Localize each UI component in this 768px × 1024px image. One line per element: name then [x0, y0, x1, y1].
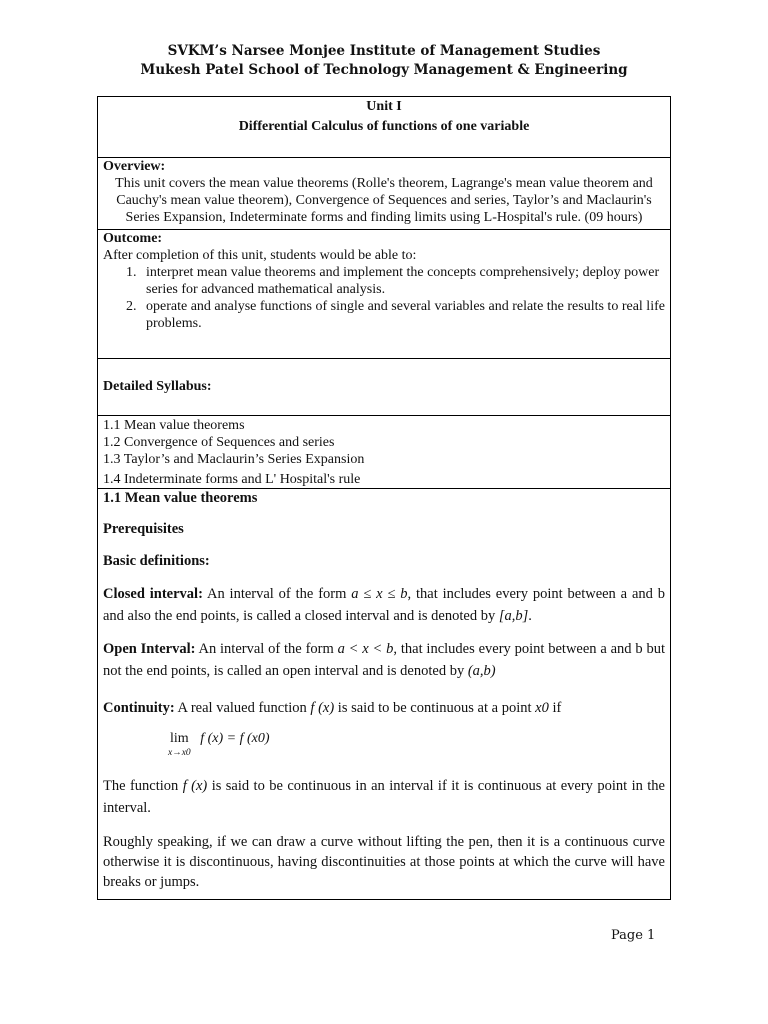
school-name: Mukesh Patel School of Technology Management & Engineering	[140, 62, 628, 78]
outcome-list	[98, 264, 670, 332]
overview-heading: Overview:	[103, 159, 166, 174]
basic-definitions-heading: Basic definitions:	[103, 553, 210, 569]
prerequisites-heading: Prerequisites	[103, 521, 184, 537]
point-symbol: x0	[535, 700, 549, 716]
closed-interval-definition: Closed interval: An interval of the form a ≤ x ≤ b, that includes every point between a and b and also the end points, is called a closed interval and is denoted by [a,b].	[103, 586, 665, 624]
unit-subtitle: Differential Calculus of functions of one variable	[238, 119, 530, 134]
continuity-term: Continuity:	[103, 700, 175, 716]
document-header	[0, 42, 768, 80]
syllabus-list	[98, 416, 670, 489]
syllabus-item: 1.3 Taylor’s and Maclaurin’s Series Expansion	[103, 452, 365, 467]
function-symbol: f (x)	[182, 778, 208, 794]
syllabus-heading-section	[98, 359, 670, 416]
syllabus-item: 1.2 Convergence of Sequences and series	[103, 435, 335, 450]
overview-section	[98, 158, 670, 230]
unit-title: Unit I	[366, 99, 402, 114]
open-interval-expression: a < x < b	[337, 641, 394, 657]
limit-symbol: lim	[170, 731, 189, 746]
closed-interval-notation: [a,b]	[498, 608, 529, 624]
outcome-item: 1. interpret mean value theorems and implement the concepts comprehensively; deploy power series for advanced mathematical analysis.	[140, 264, 670, 298]
syllabus-heading: Detailed Syllabus:	[103, 379, 212, 394]
open-interval-notation: (a,b)	[467, 663, 496, 679]
unit-header	[98, 97, 670, 158]
open-interval-term: Open Interval:	[103, 641, 196, 657]
roughly-speaking-paragraph: Roughly speaking, if we can draw a curve without lifting the pen, then it is a continuous curve otherwise it is discontinuous, having discontinuities at those points at which the curve will have breaks or jumps.	[103, 834, 665, 890]
overview-text: This unit covers the mean value theorems (Rolle's theorem, Lagrange's mean value theorem and Cauchy's mean value theorem), Convergence of Sequences and series, Taylor’s and Maclaurin's Series Expansion, Indeterminate forms and finding limits using L-Hospital's rule. (09 hours)	[115, 176, 653, 225]
content-section	[98, 489, 670, 899]
page-number: Page 1	[611, 928, 656, 943]
function-symbol: f (x)	[310, 700, 335, 716]
syllabus-item: 1.4 Indeterminate forms and L' Hospital's rule	[103, 472, 361, 487]
limit-expression: f (x) = f (x0)	[200, 731, 270, 746]
limit-subscript: x→x0	[168, 748, 191, 758]
outcome-item: 2. operate and analyse functions of single and several variables and relate the results to real life problems.	[140, 298, 670, 332]
closed-interval-term: Closed interval:	[103, 586, 203, 602]
interval-continuity-paragraph: The function f (x) is said to be continuous in an interval if it is continuous at every point in the interval.	[103, 778, 665, 816]
limit-equation	[168, 729, 270, 757]
open-interval-definition: Open Interval: An interval of the form a < x < b, that includes every point between a and b but not the end points, is called an open interval and is denoted by (a,b)	[103, 641, 665, 679]
syllabus-item: 1.1 Mean value theorems	[103, 418, 245, 433]
institute-name: SVKM’s Narsee Monjee Institute of Management Studies	[167, 43, 601, 59]
content-frame	[97, 96, 671, 900]
closed-interval-expression: a ≤ x ≤ b	[351, 586, 408, 602]
outcome-section	[98, 230, 670, 359]
section-title: 1.1 Mean value theorems	[103, 490, 258, 506]
continuity-definition: Continuity: A real valued function f (x) is said to be continuous at a point x0 if	[103, 700, 562, 716]
outcome-intro: After completion of this unit, students would be able to:	[103, 248, 417, 263]
outcome-heading: Outcome:	[103, 231, 163, 246]
